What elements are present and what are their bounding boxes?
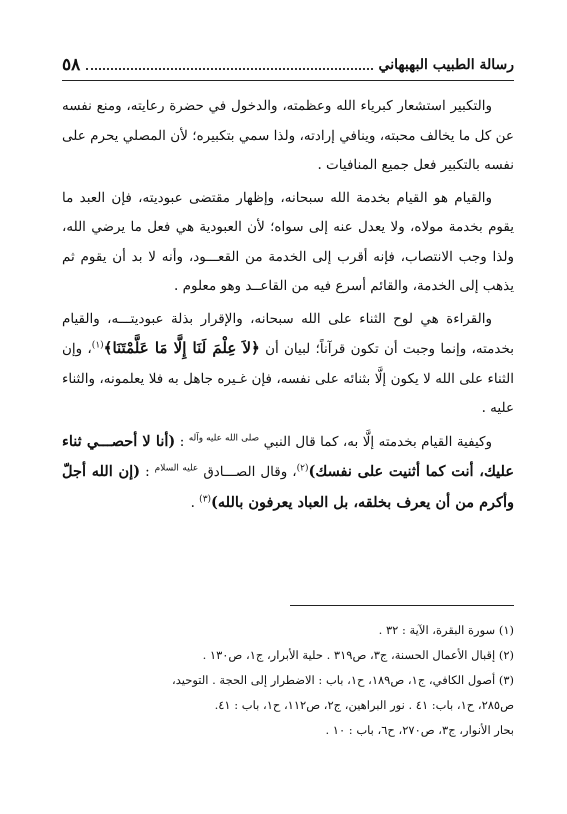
main-text — [62, 92, 514, 521]
quran-verse: ﴿لاَ عِلْمَ لَنَا إِلَّا مَا عَلَّمْتَنَا﴾ — [103, 339, 260, 357]
hadith-quote: (إن الله أجلّ وأكرم من أن يعرف بخلقه، بل العباد يعرفون بالله) — [62, 463, 514, 511]
footnote-2: (٢) إقبال الأعمال الحسنة، ج٣، ص٣١٩ . حلية الأبرار، ج١، ص١٣٠ . — [202, 648, 514, 662]
footnote-marker-3[interactable]: (٣) — [199, 494, 212, 504]
paragraph-text: : — [140, 464, 155, 480]
paragraph-kayfiyya — [62, 427, 514, 519]
running-title: رسالة الطبيب البهبهاني — [378, 57, 514, 73]
header-rule — [62, 80, 514, 81]
paragraph-text: والقراءة هي لوح الثناء على الله سبحانه، والإقرار بذلة عبوديتـــه، والقيام بخدمته، وإنما وجبت أن تكون قرآناً؛ لبيان أن — [62, 310, 514, 357]
footnote-marker-2[interactable]: (٢) — [296, 463, 309, 474]
paragraph-qiraa — [62, 305, 514, 424]
footnote-1: (١) سورة البقرة، الآية : ٣٢ . — [378, 623, 514, 637]
paragraph-text: . — [190, 494, 200, 511]
paragraph-text: : — [175, 433, 189, 450]
hadith-quote: (أنا لا أحصـــي ثناء عليك، أنت كما أثنيت على نفسك) — [62, 432, 514, 480]
paragraph-text: ، وإن الثناء على الله لا يكون إلَّا بثنائه على نفسه، فإن غـيره جاهل به فلا يعلمونه، والثناء عليه . — [62, 341, 514, 416]
paragraph-text: ، وقال الصـــادق — [198, 464, 297, 480]
footnote-3: (٣) أصول الكافي، ج١، ص١٨٩، ح١، باب : الاضطرار إلى الحجة . التوحيد، — [172, 673, 514, 687]
footnote-3-continued: بحار الأنوار، ج٣، ص٢٧٠، ح٦، باب : ١٠ . — [325, 723, 514, 737]
footnote-rule — [290, 605, 514, 606]
header-dotted-leader — [86, 67, 372, 70]
paragraph-qiyam: والقيام هو القيام بخدمة الله سبحانه، وإظهار مقتضى عبوديته، فإن العبد ما يقوم بخدمة مولاه، ولا يعدل عنه إلى سواه؛ لأن العبودية هي فعل ما يرضي الله، ولذا وجب الانتصاب، فإنه أقرب إلى الخدمة من القعـــود، وأنه لا بد أن يقوم ثم يذهب إلى الخدمة، والقائم أسرع فيه من القاعــد وهو معلوم . — [62, 189, 514, 294]
paragraph-text: وكيفية القيام بخدمته إلَّا به، كما قال النبي — [259, 433, 492, 450]
paragraph-takbir: والتكبير استشعار كبرياء الله وعظمته، والدخول في حضرة رعايته، ومنع نفسه عن كل ما يخالف محبته، وينافي إرادته، ولذا سمي بتكبيره؛ لأن المصلي يحرم على نفسه بالتكبير فعل جميع المنافيات . — [62, 98, 514, 173]
page-header — [62, 52, 514, 76]
footnote-3-continued: ص٢٨٥، ح١، باب: ٤١ . نور البراهين، ج٢، ص١١٢، ح١، باب : ٤١. — [214, 698, 514, 712]
page-number: ٥٨ — [62, 55, 81, 75]
footnote-marker-1[interactable]: (١) — [91, 340, 104, 351]
honorific-symbol: صلى الله عليه وآله — [188, 433, 260, 443]
footnotes — [62, 618, 514, 743]
honorific-symbol: عليه السلام — [154, 463, 199, 474]
